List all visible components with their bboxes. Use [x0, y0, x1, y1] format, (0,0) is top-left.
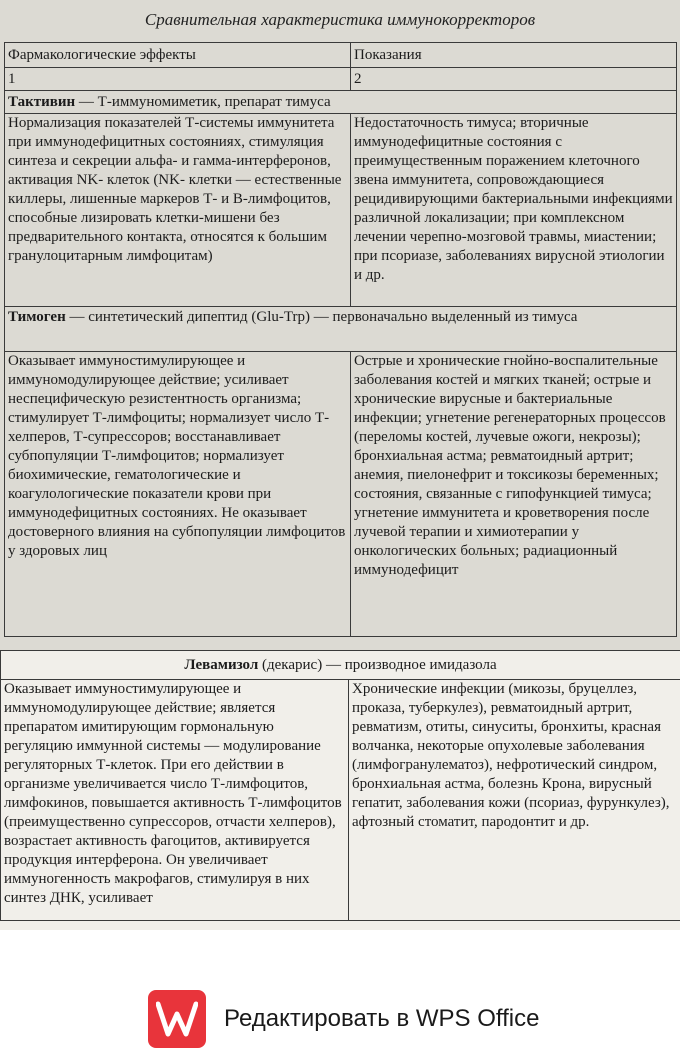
- effects-text: Нормализация показателей Т-системы иммунитета при иммунодефицитных состояниях, стимуляция синтеза и секреции альфа- и гамма-интерферонов, активация NK- клеток (NK- клетки — естественные киллеры, лишенные маркеров Т- и В-лимфоцитов, способные лизировать клетки-мишени без предварительного контакта, относятся к большим гранулоцитарным лимфоцитам): [8, 115, 342, 264]
- drug-heading-levamisole: [1, 651, 680, 680]
- drug-name: Тимоген: [8, 309, 66, 325]
- drug-description: (декарис) — производное имидазола: [258, 657, 497, 673]
- drug-heading-tactivin: [5, 91, 677, 114]
- table-row: [1, 680, 680, 921]
- edit-in-wps-banner[interactable]: [0, 960, 680, 1048]
- effects-text: Оказывает иммуностимулирующее и иммуномодулирующее действие; является препаратом имитирующим гормональную регуляцию иммунной системы — модулирование регуляторных Т-клеток. При его действии в организме увеличивается число Т-лимфоцитов, лимфокинов, повышается активность Т-лимфоцитов (преимущественно супрессоров, отчасти хелперов), возрастает активность фагоцитов, активируется продукция интерферона. Он увеличивает иммуногенность макрофагов, стимулируя в них синтез ДНК, усиливает: [4, 681, 342, 906]
- table-row: [5, 114, 677, 307]
- table-row: [5, 352, 677, 637]
- drug-name: Тактивин: [8, 94, 76, 110]
- column-number-2: 2: [351, 68, 677, 91]
- indications-text: Недостаточность тимуса; вторичные иммунодефицитные состояния с преимущественным поражением клеточного звена иммунитета, сопровождающиеся рецидивирующими бактериальными инфекциями различной локализации; при комплексном лечении черепно-мозговой травмы, миастении; при псориазе, заболеваниях вирусной этиологии и др.: [354, 115, 673, 283]
- edit-in-wps-button[interactable]: Редактировать в WPS Office: [224, 1005, 540, 1032]
- indications-text: Хронические инфекции (микозы, бруцеллез, проказа, туберкулез), ревматоидный артрит, ревматизм, отиты, синуситы, бронхиты, красная волчанка, некоторые опухолевые заболевания (лимфогранулематоз), нефротический синдром, бронхиальная астма, болезнь Крона, вирусный гепатит, заболевания кожи (псориаз, фурункулез), афтозный стоматит, пародонтит и др.: [352, 681, 670, 830]
- comparison-table: [4, 42, 677, 637]
- drug-description: — Т-иммуномиметик, препарат тимуса: [75, 94, 331, 110]
- comparison-table-continued: [0, 650, 680, 921]
- column-number-1: 1: [5, 68, 351, 91]
- drug-heading-timogen: [5, 307, 677, 352]
- drug-name: Левамизол: [184, 657, 259, 673]
- indications-text: Острые и хронические гнойно-воспалительные заболевания костей и мягких тканей; острые и хронические вирусные и бактериальные инфекции; угнетение регенераторных процессов (переломы костей, лучевые ожоги, некрозы); бронхиальная астма; ревматоидный артрит; анемия, пиелонефрит и токсикозы беременных; состояния, связанные с гипофункцией тимуса; угнетение иммунитета и кроветворения после лучевой терапии и химиотерапии у онкологических больных; радиационный иммунодефицит: [354, 353, 666, 578]
- column-header-indications: Показания: [351, 43, 677, 68]
- column-header-effects: Фармакологические эффекты: [5, 43, 351, 68]
- effects-text: Оказывает иммуностимулирующее и иммуномодулирующее действие; усиливает неспецифическую резистентность организма; стимулирует Т-лимфоциты; нормализует число Т-хелперов, Т-супрессоров; восстанавливает субпопуляции Т-лимфоцитов; нормализует биохимические, гематологические и коагулологические показатели крови при иммунодефицитных состояниях. Не оказывает достоверного влияния на субпопуляции лимфоцитов у здоровых лиц: [8, 353, 346, 559]
- wps-office-logo-icon[interactable]: [148, 990, 206, 1048]
- document-title: Сравнительная характеристика иммунокорректоров: [144, 10, 536, 29]
- drug-description: — синтетический дипептид (Glu-Trp) — первоначально выделенный из тимуса: [65, 309, 578, 325]
